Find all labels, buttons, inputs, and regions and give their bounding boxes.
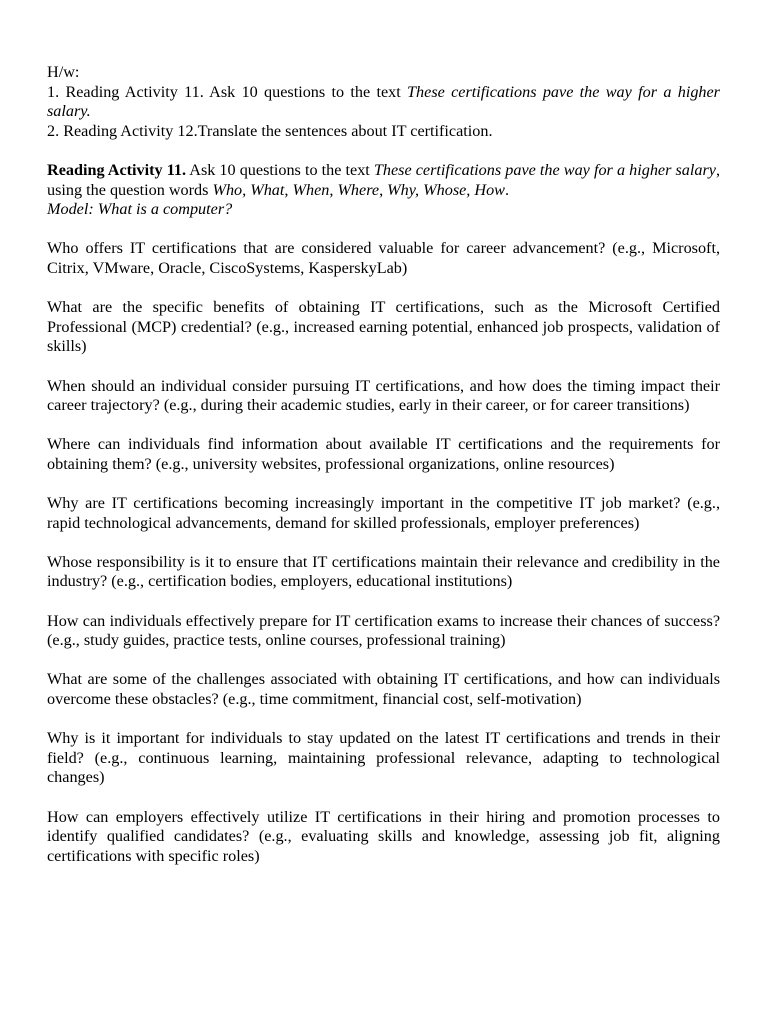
homework-item-1-title: These certifications pave the way for a higher salary. (47, 82, 720, 121)
spacer (47, 279, 720, 299)
question-1: Who offers IT certifications that are considered valuable for career advancement? (e.g., Microsoft, Citrix, VMware, Oracle, CiscoSystems, KasperskyLab) (47, 239, 720, 277)
homework-item-1 (47, 83, 720, 122)
activity-question-words: Who, What, When, Where, Why, Whose, How (212, 180, 505, 199)
question-9: Why is it important for individuals to stay updated on the latest IT certifications and trends in their field? (e.g., continuous learning, maintaining professional relevance, adapting to technological changes) (47, 729, 720, 787)
spacer (47, 710, 720, 730)
homework-item-2: 2. Reading Activity 12.Translate the sentences about IT certification. (47, 121, 493, 140)
question-2: What are the specific benefits of obtaining IT certifications, such as the Microsoft Certified Professional (MCP) credential? (e.g., increased earning potential, enhanced job prospects, validation of skills) (47, 298, 720, 356)
spacer (47, 474, 720, 494)
spacer (47, 788, 720, 808)
spacer (47, 533, 720, 553)
homework-item-1-text: 1. Reading Activity 11. Ask 10 questions to the text (47, 82, 408, 101)
question-4: Where can individuals find information about available IT certifications and the requirements for obtaining them? (e.g., university websites, professional organizations, online resources) (47, 435, 720, 473)
question-7: How can individuals effectively prepare for IT certification exams to increase their chances of success? (e.g., study guides, practice tests, online courses, professional training) (47, 611, 720, 650)
question-3: When should an individual consider pursuing IT certifications, and how does the timing impact their career trajectory? (e.g., during their academic studies, early in their career, or for career transitions) (47, 376, 720, 415)
activity-text-2: , using the question words (47, 160, 721, 199)
activity-text-3: . (504, 180, 510, 199)
activity-title: These certifications pave the way for a higher salary (373, 160, 716, 179)
spacer (47, 651, 720, 671)
activity-instructions (47, 161, 720, 200)
activity-text-1: Ask 10 questions to the text (186, 160, 374, 179)
spacer (47, 220, 720, 240)
spacer (47, 357, 720, 377)
activity-model: Model: What is a computer? (47, 200, 233, 219)
question-10: How can employers effectively utilize IT certifications in their hiring and promotion processes to identify qualified candidates? (e.g., evaluating skills and knowledge, assessing job fit, aligning certifications with specific roles) (47, 807, 720, 865)
question-8: What are some of the challenges associated with obtaining IT certifications, and how can individuals overcome these obstacles? (e.g., time commitment, financial cost, self-motivation) (47, 670, 720, 708)
activity-label: Reading Activity 11. (47, 160, 187, 179)
question-5: Why are IT certifications becoming increasingly important in the competitive IT job market? (e.g., rapid technological advancements, demand for skilled professionals, employer preferences) (47, 494, 720, 532)
document-page (47, 63, 720, 866)
homework-heading: H/w: (47, 63, 80, 81)
question-6: Whose responsibility is it to ensure that IT certifications maintain their relevance and credibility in the industry? (e.g., certification bodies, employers, educational institutions) (47, 552, 720, 591)
spacer (47, 592, 720, 612)
spacer (47, 141, 720, 161)
spacer (47, 416, 720, 436)
